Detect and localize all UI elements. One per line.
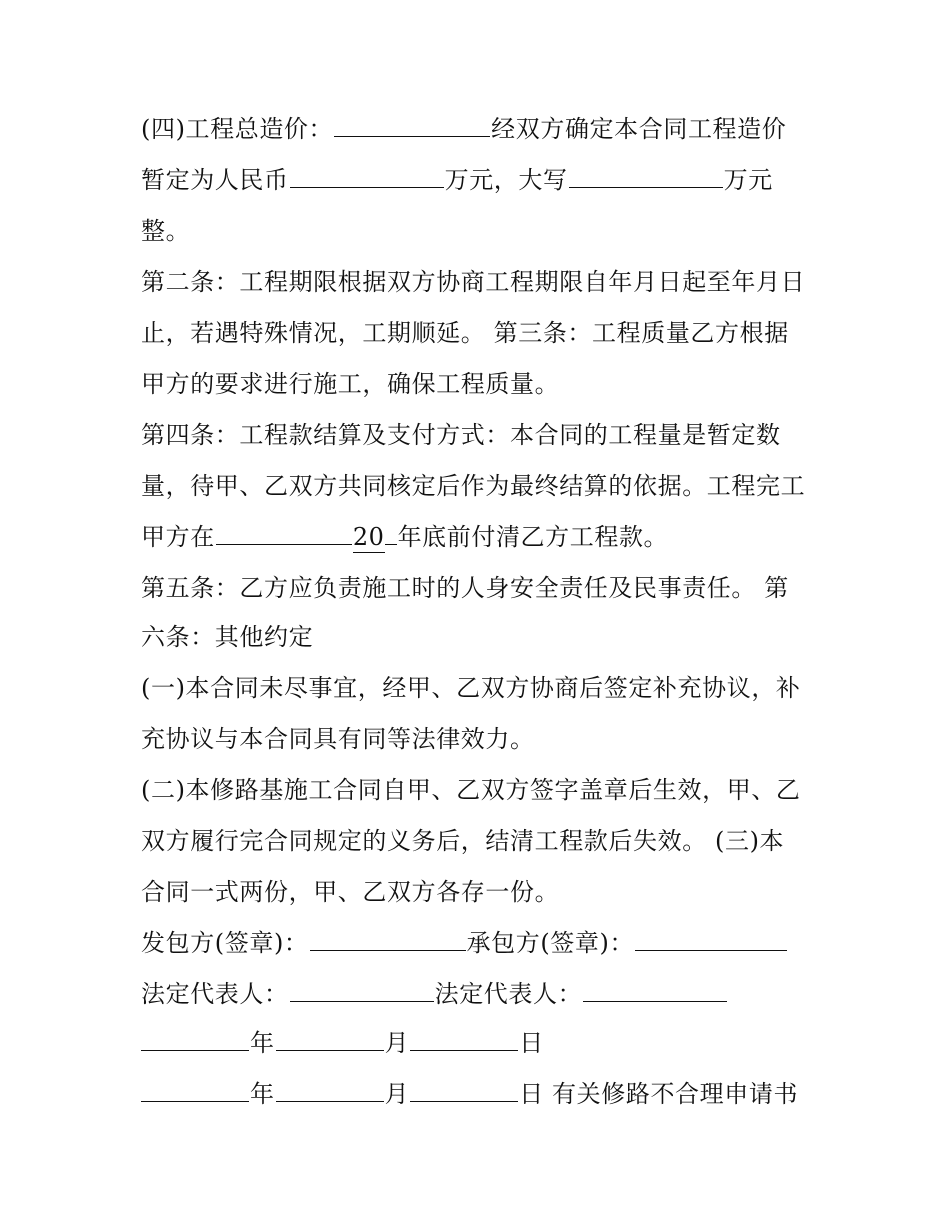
text-segment: 合同一式两份，甲、乙双方各存一份。 xyxy=(141,878,560,906)
client-representative-blank xyxy=(290,975,434,1002)
text-line xyxy=(141,109,831,149)
client-representative-label: 法定代表人： xyxy=(141,980,289,1008)
text-segment: (四)工程总造价： xyxy=(141,115,334,143)
year-label: 年 xyxy=(250,1080,275,1108)
text-segment: 甲方在 xyxy=(141,523,215,551)
text-segment: (一)本合同未尽事宜，经甲、乙双方协商后签定补充协议，补 xyxy=(141,674,801,702)
text-segment: 双方履行完合同规定的义务后，结清工程款后失效。 (三)本 xyxy=(141,827,785,855)
text-line xyxy=(141,415,831,455)
day-label: 日 有关修路不合理申请书 xyxy=(519,1080,799,1108)
blank-field xyxy=(290,161,444,188)
month-blank xyxy=(276,1075,384,1102)
year-blank xyxy=(141,1024,249,1051)
blank-field xyxy=(216,518,352,545)
text-line xyxy=(141,719,831,759)
text-segment: 六条：其他约定 xyxy=(141,623,314,651)
date-line-client xyxy=(141,1023,831,1063)
text-segment: 止，若遇特殊情况，工期顺延。 第三条：工程质量乙方根据 xyxy=(141,319,789,347)
blank-field xyxy=(569,161,723,188)
text-segment: (二)本修路基施工合同自甲、乙双方签字盖章后生效，甲、乙 xyxy=(141,776,801,804)
blank-field xyxy=(334,110,490,137)
text-segment: 充协议与本合同具有同等法律效力。 xyxy=(141,725,535,753)
text-segment: 甲方的要求进行施工，确保工程质量。 xyxy=(141,370,560,398)
text-segment: 万元，大写 xyxy=(444,166,568,194)
text-line xyxy=(141,617,831,657)
text-segment: 暂定为人民币 xyxy=(141,166,289,194)
text-line xyxy=(141,568,831,608)
text-line xyxy=(141,872,831,912)
contractor-representative-label: 法定代表人： xyxy=(434,980,583,1008)
month-blank xyxy=(276,1024,384,1051)
year-label: 年 xyxy=(250,1029,275,1057)
signature-line-representative xyxy=(141,974,831,1014)
text-segment: 整。 xyxy=(141,217,191,245)
text-segment: 量，待甲、乙双方共同核定后作为最终结算的依据。工程完工 xyxy=(141,472,806,500)
client-sign-label: 发包方(签章)： xyxy=(141,929,309,957)
text-line xyxy=(141,262,831,302)
text-line xyxy=(141,821,831,861)
text-segment: 第四条：工程款结算及支付方式：本合同的工程量是暂定数 xyxy=(141,421,781,449)
text-line xyxy=(141,668,831,708)
text-line xyxy=(141,211,831,251)
contractor-representative-blank xyxy=(583,975,727,1002)
date-line-contractor xyxy=(141,1074,831,1114)
month-label: 月 xyxy=(384,1029,410,1057)
text-line xyxy=(141,517,831,557)
blank-field xyxy=(385,518,397,545)
text-segment: 年底前付清乙方工程款。 xyxy=(397,523,669,551)
day-label: 日 xyxy=(519,1029,544,1057)
text-line xyxy=(141,364,831,404)
day-blank xyxy=(410,1075,518,1102)
client-sign-blank xyxy=(310,924,466,951)
text-line xyxy=(141,313,831,353)
contractor-sign-label: 承包方(签章)： xyxy=(466,929,635,957)
signature-line-party xyxy=(141,923,831,963)
contractor-sign-blank xyxy=(635,924,787,951)
text-line xyxy=(141,466,831,506)
text-line xyxy=(141,160,831,200)
text-segment: 万元 xyxy=(723,166,773,194)
year-prefix: 20 xyxy=(352,523,385,551)
month-label: 月 xyxy=(384,1080,410,1108)
text-segment: 第二条：工程期限根据双方协商工程期限自年月日起至年月日 xyxy=(141,268,806,296)
text-segment: 经双方确定本合同工程造价 xyxy=(491,115,787,143)
year-blank xyxy=(141,1075,249,1102)
text-segment: 第五条：乙方应负责施工时的人身安全责任及民事责任。 第 xyxy=(141,574,789,602)
day-blank xyxy=(410,1024,518,1051)
text-line xyxy=(141,770,831,810)
